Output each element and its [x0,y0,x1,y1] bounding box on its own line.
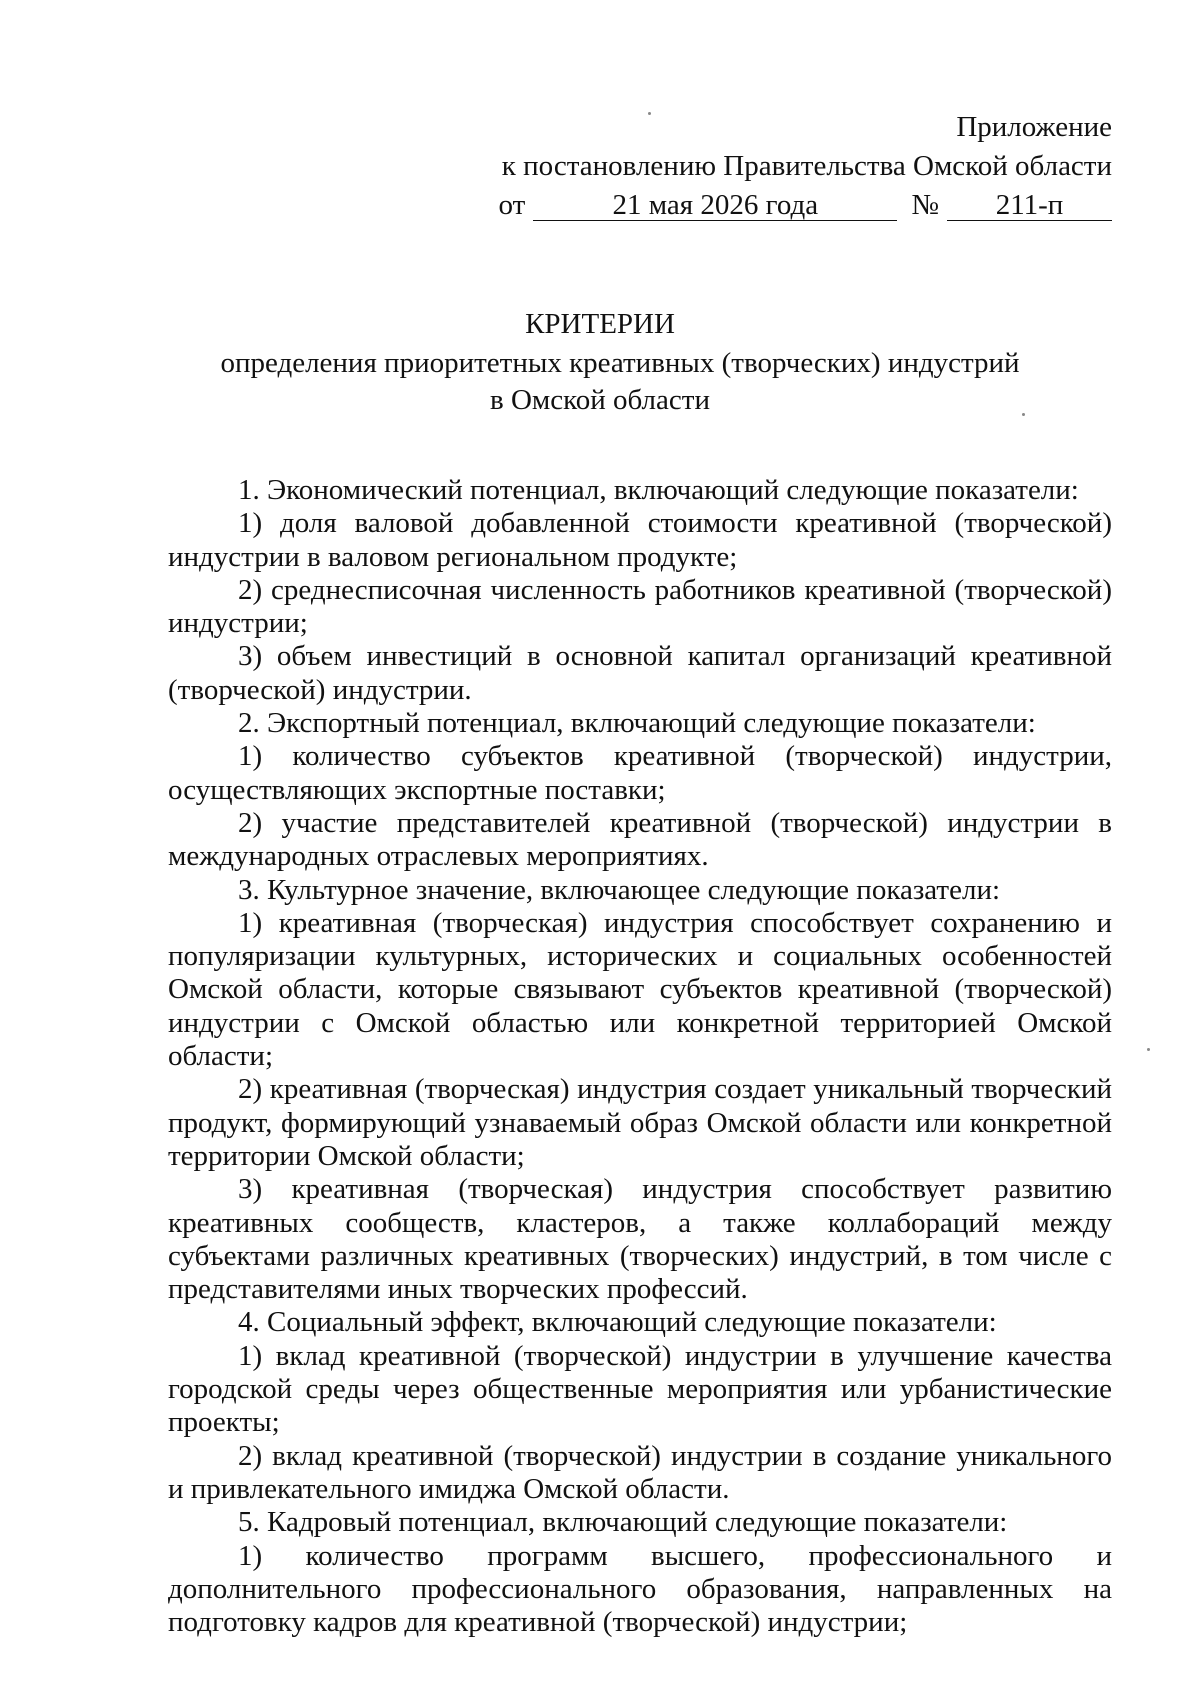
paragraph: 1) креативная (творческая) индустрия способствует сохранению и популяризации культурных, исторических и социальных особенностей Омской области, которые связывают субъектов креативной (творческой) индустрии с Омской областью или конкретной территорией Омской области; [168,906,1112,1073]
paragraph: 1) вклад креативной (творческой) индустрии в улучшение качества городской среды через общественные мероприятия или урбанистические проекты; [168,1339,1112,1439]
paragraph: 1) доля валовой добавленной стоимости креативной (творческой) индустрии в валовом региональном продукте; [168,507,1112,573]
date-prefix: от [498,189,526,221]
paragraph: 1) количество программ высшего, профессионального и дополнительного профессионального образования, направленных на подготовку кадров для креативной (творческой) индустрии; [168,1539,1112,1639]
paragraph: 2) участие представителей креативной (творческой) индустрии в международных отраслевых мероприятиях. [168,806,1112,873]
document-title [0,306,1200,419]
paragraph: 1. Экономический потенциал, включающий следующие показатели: [238,474,1079,506]
document-body [168,474,1112,1639]
paragraph: 5. Кадровый потенциал, включающий следующие показатели: [238,1506,1008,1539]
paragraph: 2) вклад креативной (творческой) индустрии в создание уникального и привлекательного имиджа Омской области. [168,1439,1112,1505]
paragraph: 3. Культурное значение, включающее следующие показатели: [238,873,1001,906]
date-value: 21 мая 2026 года [533,190,897,221]
paragraph: 2. Экспортный потенциал, включающий следующие показатели: [238,707,1036,740]
appendix-label: Приложение [956,111,1112,143]
resolution-reference: к постановлению Правительства Омской области [501,150,1112,182]
scan-speck [1147,1048,1150,1051]
paragraph: 4. Социальный эффект, включающий следующие показатели: [238,1306,997,1339]
scan-speck [1022,413,1025,416]
title-subheading: определения приоритетных креативных (творческих) индустрий [220,347,1020,379]
paragraph: 2) среднесписочная численность работников креативной (творческой) индустрии; [168,573,1112,640]
paragraph: 3) креативная (творческая) индустрия способствует развитию креативных сообществ, кластеров, а также коллабораций между субъектами различных креативных (творческих) индустрий, в том числе с представителями иных творческих профессий. [168,1173,1112,1306]
scan-speck [648,112,651,115]
number-sign: № [911,189,939,221]
title-heading: КРИТЕРИИ [525,308,675,340]
paragraph: 3) объем инвестиций в основной капитал организаций креативной (творческой) индустрии. [168,640,1112,706]
paragraph: 1) количество субъектов креативной (творческой) индустрии, осуществляющих экспортные поставки; [168,740,1112,806]
title-region: в Омской области [490,384,710,416]
appendix-header [499,108,1112,225]
number-value: 211-п [947,190,1112,221]
date-number-line [499,186,1112,225]
paragraph: 2) креативная (творческая) индустрия создает уникальный творческий продукт, формирующий узнаваемый образ Омской области или конкретной территории Омской области; [168,1073,1112,1172]
